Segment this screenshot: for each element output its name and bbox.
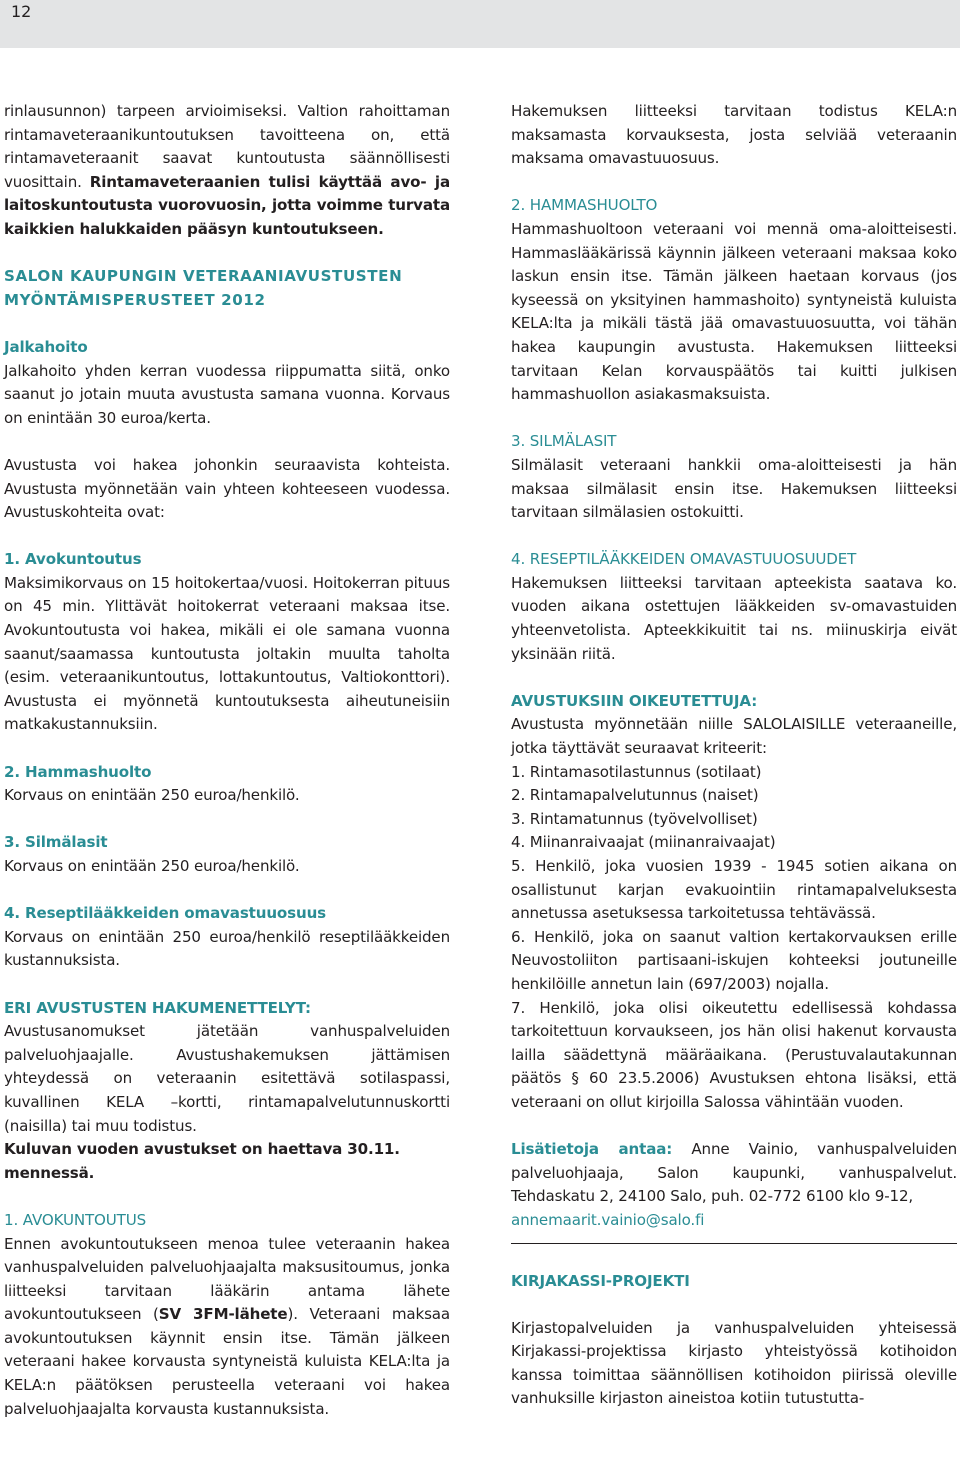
right-column: [511, 100, 957, 1435]
criteria-item: 1. Rintamasotilastunnus (sotilaat): [511, 762, 762, 781]
lisatietoja-text: Anne Vainio, vanhuspalveluiden palveluohjaaja, Salon kaupunki, vanhuspalvelut. Tehdaskatu 2, 24100 Salo, puh. 02-772 6100 klo 9-12,: [511, 1140, 958, 1206]
intro-bold-text: Rintamaveteraanien tulisi käyttää avo- ja laitoskuntoutusta vuorovuosin, jotta voimme turvata kaikkien halukkaiden pääsyn kuntoutukseen.: [4, 172, 450, 238]
avokuntoutus-block: [4, 1209, 450, 1421]
avustus-paragraph: Avustusta voi hakea johonkin seuraavista kohteista. Avustusta myönnetään vain yhteen kohteeseen vuodessa. Avustuskohteita ovat:: [4, 455, 450, 522]
item3-block: [4, 831, 450, 878]
oikeutettuja-heading: AVUSTUKSIIN OIKEUTETTUJA:: [511, 691, 758, 710]
item1-text: Maksimikorvaus on 15 hoitokertaa/vuosi. Hoitokerran pituus on 45 min. Ylittävät hoitokerrat veteraani maksaa itse. Avokuntoutusta voi hakea, mikäli ei ole samana vuonna saanut/saamassa kuntoutusta joltakin muulta taholta (esim. veteraanikuntoutus, lottakuntoutus, Valtiokonttori). Avustusta ei myönnetä kuntoutuksesta aiheutuneisiin matkakustannuksiin.: [4, 573, 450, 734]
item4-block: [4, 902, 450, 973]
resepti-title: 4. RESEPTILÄÄKKEIDEN OMAVASTUUOSUUDET: [511, 550, 857, 569]
jalkahoito-title: Jalkahoito: [4, 337, 88, 356]
item2-block: [4, 761, 450, 808]
hammas-text: Hammashuoltoon veteraani voi mennä oma-aloitteisesti. Hammaslääkärissä käynnin jälkeen veteraani maksaa koko laskun ensin itse. Tämän jälkeen haetaan korvaus (jos kyseessä on yksityinen hammashoito) syntyneistä kuluista KELA:lta ja mikäli tästä jää omavastuuosuutta, voi tähän hakea kaupungin avustusta. Hakemuksen liitteeksi tarvitaan Kelan korvauspäätös tai kuitti julkisen hammashuollon asiakasmaksuista.: [511, 219, 957, 404]
silma-block: [511, 430, 957, 524]
hammas-block: [511, 194, 957, 406]
item3-text: Korvaus on enintään 250 euroa/henkilö.: [4, 857, 300, 875]
criteria-item: 5. Henkilö, joka vuosien 1939 - 1945 sotien aikana on osallistunut karjan evakuointiin rintamapalveluksesta annetussa asetuksessa tarkoitetussa tehtävässä.: [511, 857, 957, 923]
left-column: [4, 100, 450, 1445]
intro-paragraph: [4, 100, 450, 242]
resepti-text: Hakemuksen liitteeksi tarvitaan apteekista saatava ko. vuoden aikana ostettujen lääkkeiden sv-omavastuiden yhteenvetolista. Apteekkikuitit tai ns. miinuskirja eivät yksinään riitä.: [511, 573, 957, 663]
kirjakassi-text: Kirjastopalveluiden ja vanhuspalveluiden yhteisessä Kirjakassi-projektissa kirjasto yhteistyössä kotihoidon kanssa toimittaa säännöllisen kotihoidon piirissä oleville vanhuksille kirjaston aineistoa kotiin tutustutta-: [511, 1318, 957, 1408]
criteria-list: [511, 761, 957, 1115]
silma-title: 3. SILMÄLASIT: [511, 432, 617, 451]
criteria-item: 7. Henkilö, joka olisi oikeutettu edellisessä kohdassa tarkoitettuun korvaukseen, jos hän olisi hakenut korvausta lailla säädettynä määräaikana. (Perustuvalautakunnan päätös § 60 23.5.2006) Avustuksen ehtona lisäksi, että veteraani on ollut kirjoilla Salossa vähintään vuoden.: [511, 998, 957, 1111]
page-header-bar: [0, 0, 960, 48]
avokuntoutus-text-b: ). Veteraani maksaa avokuntoutuksen käynnit ensin itse. Tämän jälkeen veteraani hakee korvausta syntyneistä kuluista KELA:lta ja KELA:n päätöksen perusteella veteraani voi hakea palveluohjaajalta korvausta kustannuksista.: [4, 1305, 450, 1418]
hammas-title: 2. HAMMASHUOLTO: [511, 196, 658, 215]
jalkahoito-block: [4, 336, 450, 430]
haku-block: [4, 997, 450, 1139]
item4-text: Korvaus on enintään 250 euroa/henkilö reseptilääkkeiden kustannuksista.: [4, 927, 450, 970]
lisatietoja-label: Lisätietoja antaa:: [511, 1140, 673, 1159]
avokuntoutus-code: SV 3FM-lähete: [158, 1305, 288, 1324]
silma-text: Silmälasit veteraani hankkii oma-aloitteisesti ja hän maksaa silmälasit ensin itse. Hakemuksen liitteeksi tarvitaan silmälasien ostokuitti.: [511, 455, 957, 522]
intro-text: rinlausunnon) tarpeen arvioimiseksi. Valtion rahoittaman rintamaveteraanikuntoutuksen tavoitteena on, että rintamaveteraanit saavat kuntoutusta säännöllisesti vuosittain.: [4, 102, 450, 191]
item4-title: 4. Reseptilääkkeiden omavastuuosuus: [4, 904, 327, 923]
avokuntoutus-text-a: Ennen avokuntoutukseen menoa tulee veteraanin hakea vanhuspalveluiden palveluohjaajalta maksusitoumus, jonka liitteeksi tarvitaan lääkärin antama lähete avokuntoutukseen (: [4, 1234, 450, 1324]
deadline-text: Kuluvan vuoden avustukset on haettava 30.11. mennessä.: [4, 1140, 400, 1182]
page-number: 12: [11, 2, 32, 21]
avokuntoutus-title: 1. AVOKUNTOUTUS: [4, 1210, 147, 1229]
item1-block: [4, 548, 450, 737]
criteria-item: 4. Miinanraivaajat (miinanraivaajat): [511, 833, 776, 852]
item3-title: 3. Silmälasit: [4, 833, 108, 852]
resepti-block: [511, 548, 957, 666]
haku-heading: ERI AVUSTUSTEN HAKUMENETTELYT:: [4, 998, 311, 1017]
criteria-item: 6. Henkilö, joka on saanut valtion kertakorvauksen erille Neuvostoliiton partisaani-iskujen kohteeksi joutuneille henkilöille annetun lain (697/2003) nojalla.: [511, 927, 957, 993]
kirjakassi-heading: KIRJAKASSI-PROJEKTI: [511, 1271, 690, 1290]
haku-text: Avustusanomukset jätetään vanhuspalveluiden palveluohjaajalle. Avustushakemuksen jättämisen yhteydessä on veteraanin esitettävä sotilaspassi, kuvallinen KELA –kortti, rintamapalvelutunnuskortti (naisilla) tai muu todistus.: [4, 1022, 450, 1135]
criteria-item: 2. Rintamapalvelutunnus (naiset): [511, 786, 759, 805]
item1-title: 1. Avokuntoutus: [4, 550, 142, 569]
oikeutettuja-block: [511, 690, 957, 761]
lisatietoja-block: [511, 1138, 957, 1232]
item2-title: 2. Hammashuolto: [4, 762, 152, 781]
kela-paragraph: Hakemuksen liitteeksi tarvitaan todistus KELA:n maksamasta korvauksesta, josta selviää veteraanin maksama omavastuuosuus.: [511, 102, 957, 168]
oikeutettuja-intro: Avustusta myönnetään niille SALOLAISILLE veteraaneille, jotka täyttävät seuraavat kriteerit:: [511, 715, 957, 758]
divider-line: [511, 1243, 957, 1244]
email-link[interactable]: annemaarit.vainio@salo.fi: [511, 1210, 705, 1229]
jalkahoito-text: Jalkahoito yhden kerran vuodessa riippumatta siitä, onko saanut jo jotain muuta avustusta samana vuonna. Korvaus on enintään 30 euroa/kerta.: [4, 361, 450, 427]
item2-text: Korvaus on enintään 250 euroa/henkilö.: [4, 786, 300, 805]
section-heading: SALON KAUPUNGIN VETERAANIAVUSTUSTEN MYÖNTÄMISPERUSTEET 2012: [4, 267, 403, 309]
criteria-item: 3. Rintamatunnus (työvelvolliset): [511, 809, 758, 828]
